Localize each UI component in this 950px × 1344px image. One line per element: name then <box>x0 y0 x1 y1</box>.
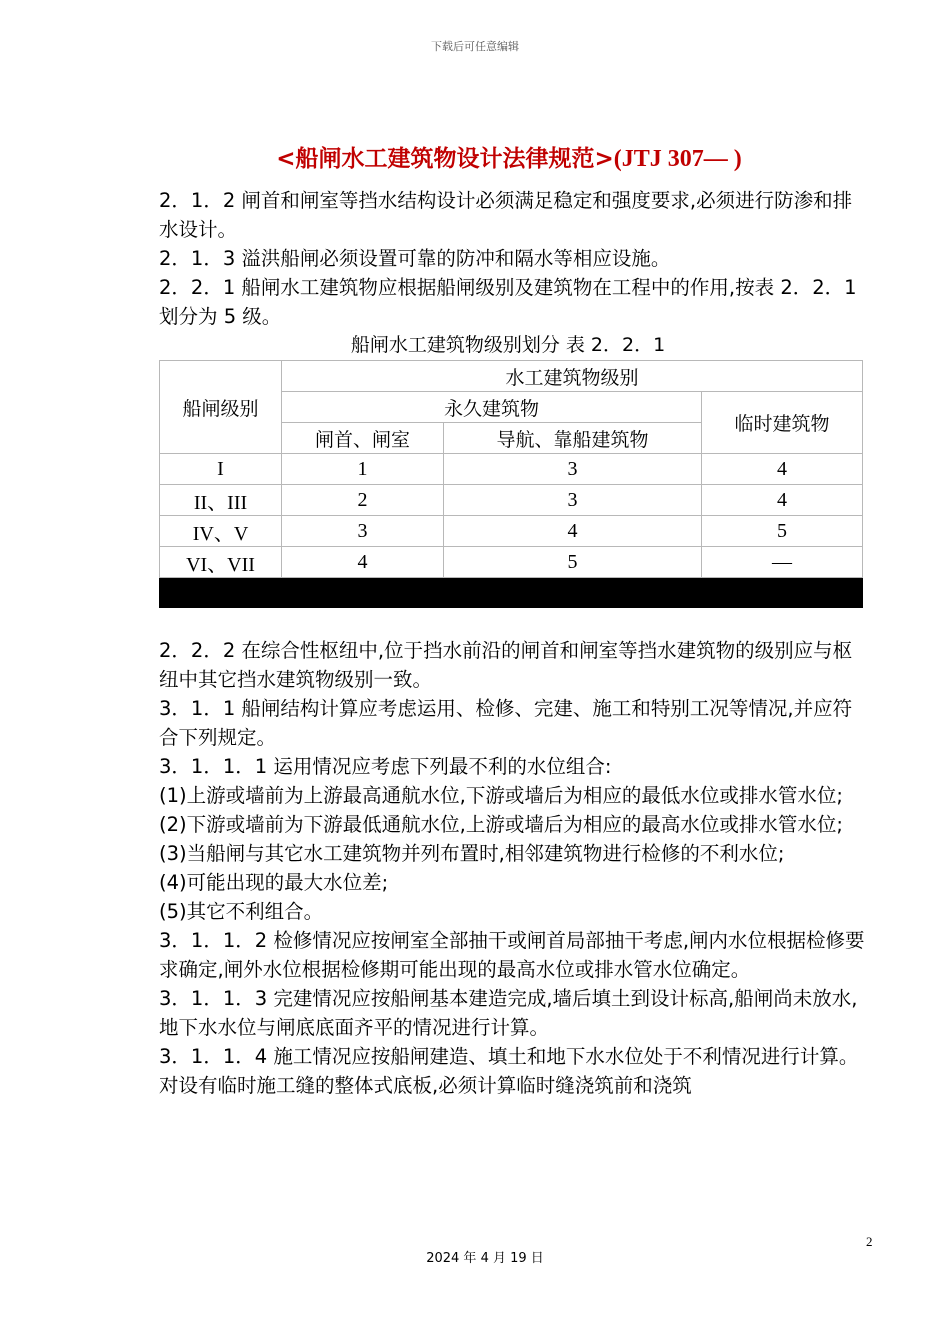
paragraph: (2)下游或墙前为下游最低通航水位,上游或墙后为相应的最高水位或排水管水位; <box>159 813 843 836</box>
table-caption: 船闸水工建筑物级别划分 表 2．2．1 <box>350 334 666 356</box>
cell-head: 2 <box>282 485 444 516</box>
table-black-bar <box>160 578 863 608</box>
page-number: 2 <box>866 1234 873 1249</box>
paragraph: (4)可能出现的最大水位差; <box>159 871 389 894</box>
black-bar-cell <box>160 578 863 608</box>
table-row <box>160 516 863 547</box>
title-code: (JTJ 307— ) <box>613 146 742 172</box>
cell-guide: 3 <box>444 454 702 485</box>
table-row <box>160 485 863 516</box>
paragraph: (3)当船闸与其它水工建筑物并列布置时,相邻建筑物进行检修的不利水位; <box>159 842 785 865</box>
paragraph: 2．2．2 在综合性枢纽中,位于挡水前沿的闸首和闸室等挡水建筑物的级别应与枢纽中其它挡水建筑物级别一致。 <box>159 639 853 691</box>
paragraph: 3．1．1．4 施工情况应按船闸建造、填土和地下水水位处于不利情况进行计算。对设有临时施工缝的整体式底板,必须计算临时缝浇筑前和浇筑 <box>159 1045 859 1097</box>
title-cn: <船闸水工建筑物设计法律规范> <box>276 146 614 172</box>
paragraph: 2．1．2 闸首和闸室等挡水结构设计必须满足稳定和强度要求,必须进行防渗和排水设计。 <box>159 189 853 241</box>
body-top <box>159 186 865 359</box>
cell-head: 4 <box>282 547 444 578</box>
cell-temp: 4 <box>702 485 863 516</box>
cell-grade: IV、V <box>160 516 282 547</box>
cell-temp: 5 <box>702 516 863 547</box>
footer-date: 2024 年 4 月 19 日 <box>426 1251 544 1266</box>
cell-grade: VI、VII <box>160 547 282 578</box>
table-row <box>160 547 863 578</box>
paragraph: (5)其它不利组合。 <box>159 900 324 923</box>
header-guide: 导航、靠船建筑物 <box>444 423 702 454</box>
cell-temp: 4 <box>702 454 863 485</box>
header-note: 下载后可任意编辑 <box>431 40 519 53</box>
paragraph: 2．1．3 溢洪船闸必须设置可靠的防冲和隔水等相应设施。 <box>159 247 671 270</box>
cell-grade: II、III <box>160 485 282 516</box>
header-permanent: 永久建筑物 <box>282 392 702 423</box>
cell-guide: 5 <box>444 547 702 578</box>
paragraph: 3．1．1．3 完建情况应按船闸基本建造完成,墙后填土到设计标高,船闸尚未放水,地下水水位与闸底底面齐平的情况进行计算。 <box>159 987 858 1039</box>
header-temporary: 临时建筑物 <box>702 392 863 454</box>
table-row <box>160 454 863 485</box>
cell-grade: I <box>160 454 282 485</box>
header-building-grade: 水工建筑物级别 <box>282 361 863 392</box>
paragraph: 3．1．1 船闸结构计算应考虑运用、检修、完建、施工和特别工况等情况,并应符合下列规定。 <box>159 697 853 749</box>
header-head-chamber: 闸首、闸室 <box>282 423 444 454</box>
paragraph: 2．2．1 船闸水工建筑物应根据船闸级别及建筑物在工程中的作用,按表 2．2．1 划分为 5 级。 <box>159 276 857 328</box>
paragraph: 3．1．1．2 检修情况应按闸室全部抽干或闸首局部抽干考虑,闸内水位根据检修要求确定,闸外水位根据检修期可能出现的最高水位或排水管水位确定。 <box>159 929 865 981</box>
cell-guide: 3 <box>444 485 702 516</box>
cell-head: 3 <box>282 516 444 547</box>
cell-head: 1 <box>282 454 444 485</box>
cell-temp: — <box>702 547 863 578</box>
grade-table <box>159 360 863 608</box>
document-title <box>0 140 950 173</box>
body-bottom <box>159 636 865 1100</box>
paragraph: (1)上游或墙前为上游最高通航水位,下游或墙后为相应的最低水位或排水管水位; <box>159 784 843 807</box>
header-lock-grade: 船闸级别 <box>160 361 282 454</box>
paragraph: 3．1．1．1 运用情况应考虑下列最不利的水位组合: <box>159 755 612 778</box>
cell-guide: 4 <box>444 516 702 547</box>
